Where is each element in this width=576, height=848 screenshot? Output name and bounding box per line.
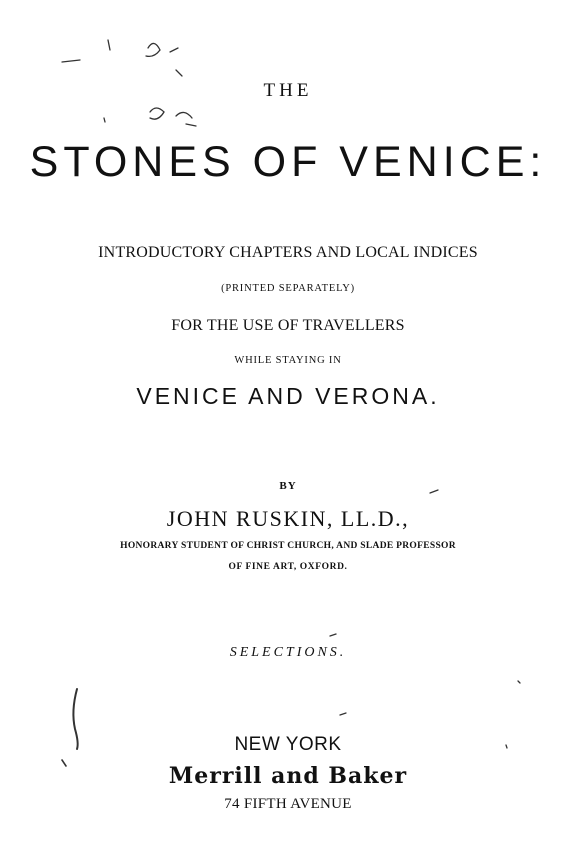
by-line: BY bbox=[279, 480, 297, 492]
author-name: JOHN RUSKIN, LL.D., bbox=[166, 506, 410, 531]
author-credentials: HONORARY STUDENT OF CHRIST CHURCH, AND SLADE PROFESSOR bbox=[120, 541, 456, 551]
while-staying-line: WHILE STAYING IN bbox=[234, 355, 342, 366]
venice-verona-line: VENICE AND VERONA. bbox=[136, 383, 440, 409]
publisher-city: NEW YORK bbox=[234, 734, 342, 755]
publisher-name: Merrill and Baker bbox=[168, 763, 408, 789]
book-title: STONES OF VENICE: bbox=[29, 138, 547, 186]
for-travellers-line: FOR THE USE OF TRAVELLERS bbox=[171, 317, 405, 334]
publisher-address: 74 FIFTH AVENUE bbox=[224, 796, 352, 812]
printed-separately-note: (PRINTED SEPARATELY) bbox=[221, 283, 355, 294]
subtitle-intro: INTRODUCTORY CHAPTERS AND LOCAL INDICES bbox=[98, 244, 478, 261]
selections-label: SELECTIONS. bbox=[229, 645, 347, 660]
author-credentials-continued: OF FINE ART, OXFORD. bbox=[228, 562, 348, 572]
the-heading: THE bbox=[263, 80, 313, 101]
